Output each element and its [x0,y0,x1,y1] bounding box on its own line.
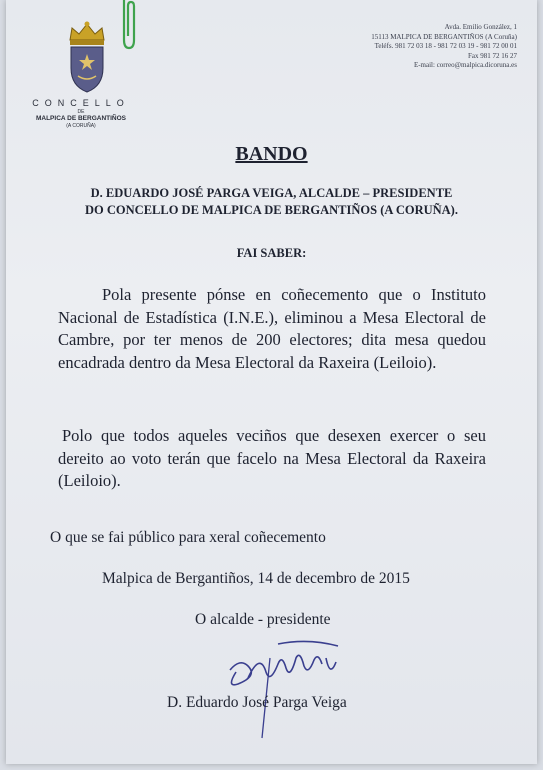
document-title: BANDO [235,143,308,165]
org-de: DE [77,109,85,115]
document-heading [0,185,543,219]
address-street: Avda. Emilio González, 1 [444,23,517,31]
fai-saber-label: FAI SABER: [236,246,307,260]
heading-line-2: DO CONCELLO DE MALPICA DE BERGANTIÑOS (A CORUÑA). [85,203,458,217]
organization-block [6,98,156,129]
org-concello: CONCELLO [32,98,130,108]
address-fax: Fax 981 72 16 27 [468,51,517,60]
address-phones: Teléfs. 981 72 03 18 - 981 72 03 19 - 981 72 00 01 [374,42,517,50]
signer-name: D. Eduardo José Parga Veiga [167,694,347,711]
paragraph-1: Pola presente pónse en coñecemento que o Instituto Nacional de Estadística (I.N.E.), eliminou a Mesa Electoral de Cambre, por ter menos de 200 electores; dita mesa quedou encadrada dentro da Mesa Electoral da Raxeira (Leiloio). [58,285,486,372]
org-town: MALPICA DE BERGANTIÑOS [35,115,127,122]
heading-line-1: D. EDUARDO JOSÉ PARGA VEIGA, ALCALDE – PRESIDENTE [90,186,453,200]
closing-line: O que se fai público para xeral coñecemento [50,529,326,546]
coat-of-arms-icon [62,18,112,94]
org-province: (A CORUÑA) [66,123,96,129]
paragraph-2: Polo que todos aqueles veciños que desexen exercer o seu dereito ao voto terán que facelo na Mesa Electoral da Raxeira (Leiloio). [58,426,486,490]
place-date-line: Malpica de Bergantiños, 14 de decembro de 2015 [102,570,410,587]
signature-mark [218,628,363,740]
address-email: E-mail: correo@malpica.dicoruna.es [413,61,517,69]
paper-clip-icon [119,0,137,52]
signer-role: O alcalde - presidente [195,611,331,628]
address-block [371,23,517,71]
address-postal: 15113 MALPICA DE BERGANTIÑOS (A Coruña) [371,32,517,41]
